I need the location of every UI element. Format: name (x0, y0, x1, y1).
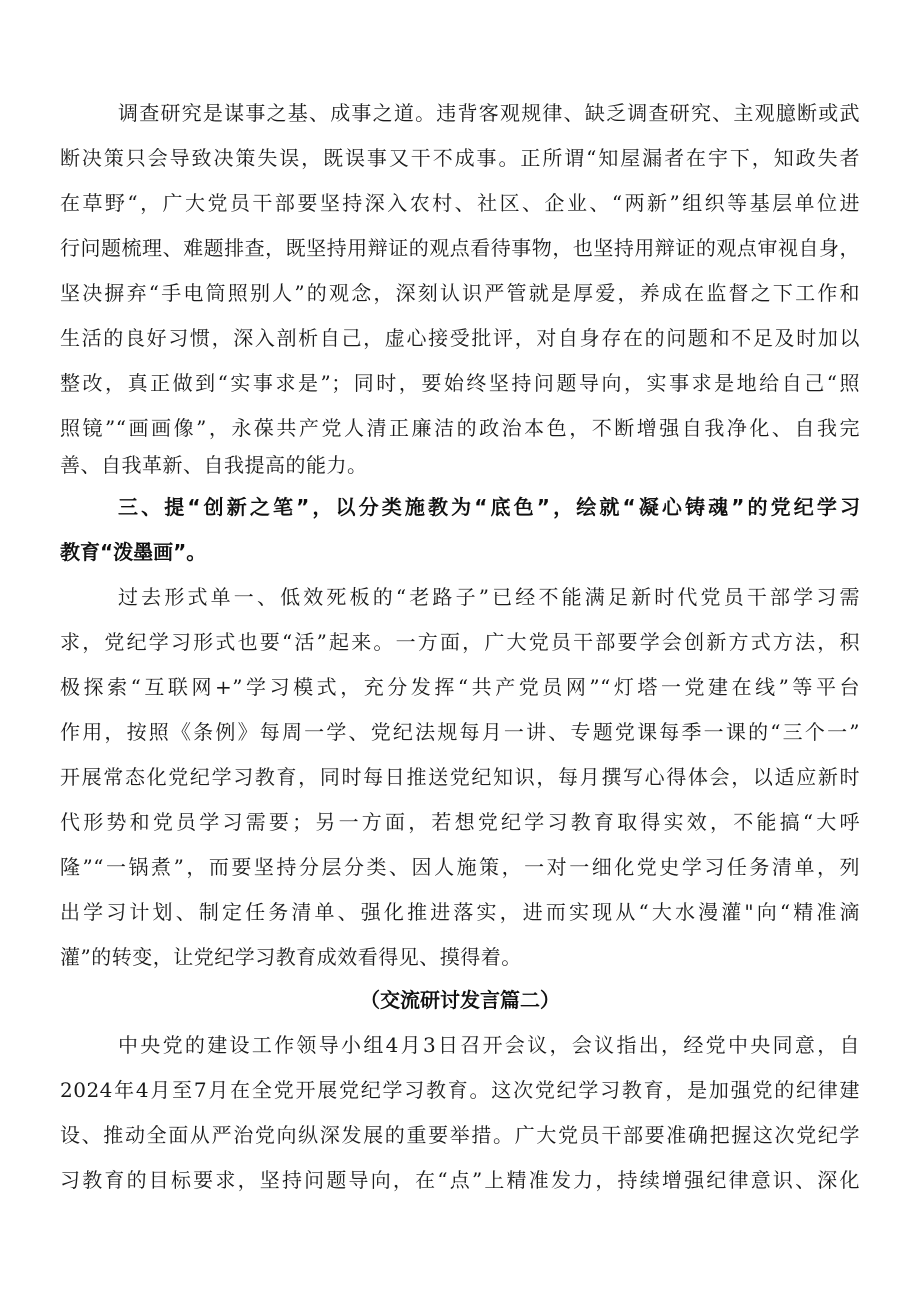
paragraph-2-line-2: 求，党纪学习形式也要“活”起来。一方面，广大党员干部要学会创新方式方法，积 (60, 630, 860, 654)
paragraph-2-line-6: 代形势和党员学习需要；另一方面，若想党纪学习教育取得实效，不能搞“大呼 (60, 810, 860, 834)
paragraph-2-line-1: 过去形式单一、低效死板的“老路子”已经不能满足新时代党员干部学习需 (118, 585, 860, 609)
paragraph-2-line-3: 极探索“互联网+”学习模式，充分发挥“共产党员网”“灯塔一党建在线”等平台 (60, 675, 860, 699)
paragraph-1-line-5: 坚决摒弃“手电筒照别人”的观念，深刻认识严管就是厚爱，养成在监督之下工作和 (60, 281, 860, 305)
paragraph-1-line-3: 在草野“，广大党员干部要坚持深入农村、社区、企业、“两新”组织等基层单位进 (60, 191, 860, 215)
paragraph-1-line-8: 照镜”“画画像”，永葆共产党人清正廉洁的政治本色，不断增强自我净化、自我完 (60, 416, 860, 440)
paragraph-3-line-3: 设、推动全面从严治党向纵深发展的重要举措。广大党员干部要准确把握这次党纪学 (60, 1123, 860, 1147)
paragraph-1-line-9: 善、自我革新、自我提高的能力。 (60, 453, 368, 477)
paragraph-2-line-4: 作用，按照《条例》每周一学、党纪法规每月一讲、专题党课每季一课的“三个一” (60, 720, 860, 744)
paragraph-2-line-8: 出学习计划、制定任务清单、强化推进落实，进而实现从“大水漫灌"向“精准滴 (60, 900, 860, 924)
section-3-heading-line-2: 教育“泼墨画”。 (60, 540, 207, 564)
paragraph-1-line-1: 调查研究是谋事之基、成事之道。违背客观规律、缺乏调查研究、主观臆断或武 (118, 101, 860, 125)
section-3-heading-line-1: 三、提“创新之笔”，以分类施教为“底色”，绘就“凝心铸魂”的党纪学习 (118, 495, 860, 519)
paragraph-1-line-6: 生活的良好习惯，深入剖析自己，虚心接受批评，对自身存在的问题和不足及时加以 (60, 326, 860, 350)
paragraph-2-line-7: 隆”“一锅煮”，而要坚持分层分类、因人施策，一对一细化党史学习任务清单，列 (60, 855, 860, 879)
section-title: （交流研讨发言篇二） (360, 988, 560, 1012)
paragraph-1-line-7: 整改，真正做到“实事求是”；同时，要始终坚持问题导向，实事求是地给自己“照 (60, 371, 860, 395)
paragraph-2-line-5: 开展常态化党纪学习教育，同时每日推送党纪知识，每月撰写心得体会，以适应新时 (60, 765, 860, 789)
paragraph-1-line-4: 行问题梳理、难题排查，既坚持用辩证的观点看待事物，也坚持用辩证的观点审视自身， (60, 236, 860, 260)
paragraph-3-line-1: 中央党的建设工作领导小组4月3日召开会议，会议指出，经党中央同意，自 (118, 1033, 860, 1057)
paragraph-2-line-9: 灌”的转变，让党纪学习教育成效看得见、摸得着。 (60, 945, 522, 969)
paragraph-3-line-4: 习教育的目标要求，坚持问题导向，在“点”上精准发力，持续增强纪律意识、深化 (60, 1168, 860, 1192)
paragraph-3-line-2: 2024年4月至7月在全党开展党纪学习教育。这次党纪学习教育，是加强党的纪律建 (60, 1078, 860, 1102)
paragraph-1-line-2: 断决策只会导致决策失误，既误事又干不成事。正所谓“知屋漏者在宇下，知政失者 (60, 146, 860, 170)
